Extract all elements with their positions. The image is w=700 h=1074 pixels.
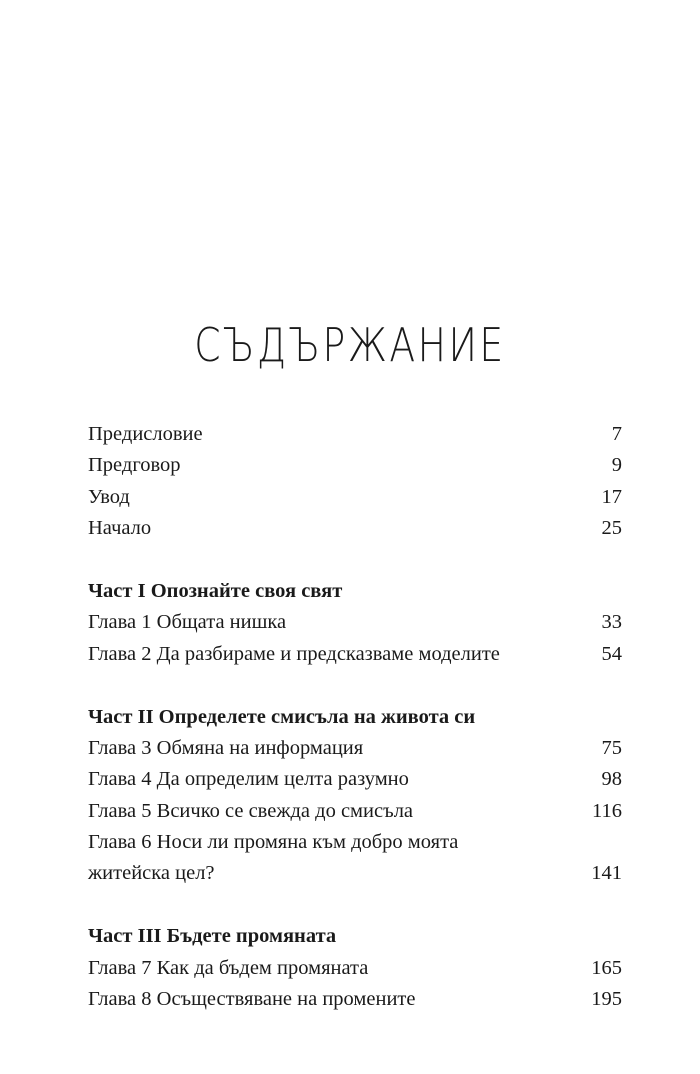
part-heading-2[interactable]: Част II Определете смисъла на живота си	[88, 705, 476, 728]
toc-entry-beginning[interactable]	[88, 513, 622, 544]
toc-entry-introduction[interactable]	[88, 482, 622, 513]
table-of-contents	[88, 419, 622, 1015]
toc-entry-label: Глава 6 Носи ли промяна към добро моята житейска цел?	[88, 831, 459, 885]
toc-entry-page: 33	[601, 611, 622, 634]
toc-entry-page: 116	[592, 799, 622, 822]
toc-entry-label: Увод	[88, 485, 130, 508]
toc-entry-label: Глава 3 Обмяна на информация	[88, 736, 364, 759]
toc-entry-label: Глава 8 Осъществяване на промените	[88, 988, 416, 1011]
toc-entry-chapter-3[interactable]	[88, 733, 622, 764]
toc-entry-page: 9	[611, 454, 622, 477]
toc-entry-foreword[interactable]	[88, 450, 622, 481]
toc-entry-page: 7	[611, 422, 622, 445]
toc-entry-chapter-5[interactable]	[88, 796, 622, 827]
toc-entry-page: 165	[591, 956, 622, 979]
toc-entry-page: 195	[591, 988, 622, 1011]
toc-entry-chapter-2[interactable]	[88, 639, 622, 670]
toc-entry-page: 54	[601, 642, 622, 665]
section-spacer	[88, 670, 622, 701]
toc-entry-label: Начало	[88, 517, 152, 540]
toc-entry-chapter-4[interactable]	[88, 764, 622, 795]
toc-entry-chapter-1[interactable]	[88, 607, 622, 638]
page-title: СЪДЪРЖАНИЕ	[194, 318, 506, 372]
section-spacer	[88, 545, 622, 576]
toc-entry-label: Глава 5 Всичко се свежда до смисъла	[88, 799, 414, 822]
toc-entry-chapter-8[interactable]	[88, 984, 622, 1015]
toc-entry-label: Глава 1 Общата нишка	[88, 611, 287, 634]
toc-entry-chapter-7[interactable]	[88, 953, 622, 984]
toc-entry-page: 141	[591, 862, 622, 885]
toc-entry-label: Предговор	[88, 454, 181, 477]
part-heading-3[interactable]: Част III Бъдете промяната	[88, 925, 337, 948]
toc-entry-page: 17	[601, 485, 622, 508]
toc-entry-label: Предисловие	[88, 422, 203, 445]
toc-entry-label: Глава 4 Да определим целта разумно	[88, 768, 409, 791]
section-spacer	[88, 890, 622, 921]
toc-entry-label: Глава 2 Да разбираме и предсказваме моделите	[88, 642, 500, 665]
toc-entry-chapter-6[interactable]	[88, 827, 622, 890]
toc-entry-page: 98	[601, 768, 622, 791]
part-heading-1[interactable]: Част I Опознайте своя свят	[88, 579, 343, 602]
toc-entry-page: 75	[601, 736, 622, 759]
toc-entry-preface[interactable]	[88, 419, 622, 450]
toc-entry-label: Глава 7 Как да бъдем промяната	[88, 956, 369, 979]
toc-entry-page: 25	[601, 517, 622, 540]
